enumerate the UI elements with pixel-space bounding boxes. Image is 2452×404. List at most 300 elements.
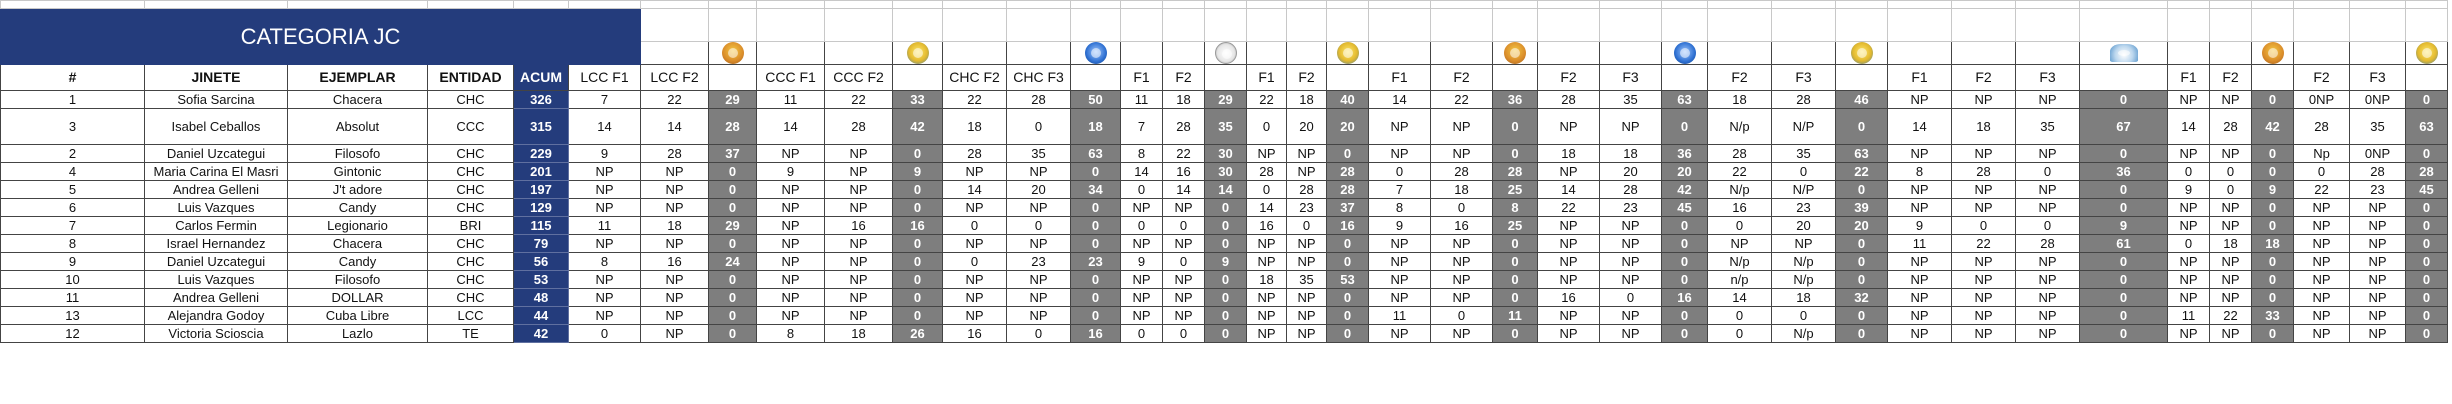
logo-cell [1708,42,1772,65]
logo-cell [1952,42,2016,65]
score-cell: NP [2350,253,2406,271]
subtotal-cell: 0 [2080,271,2168,289]
blank-cell [1708,1,1772,9]
score-cell: 0 [1952,217,2016,235]
subtotal-cell: 0 [893,253,943,271]
blank-cell [2016,1,2080,9]
subtotal-cell: 33 [893,91,943,109]
score-cell: 22 [2210,307,2252,325]
blank-cell [1600,9,1662,42]
total-cell: 201 [514,163,569,181]
score-cell: NP [1888,145,1952,163]
logo-cell [1772,42,1836,65]
score-cell: 0 [2210,181,2252,199]
subtotal-cell: 0 [893,271,943,289]
score-cell: NP [757,217,825,235]
score-cell: NP [2016,325,2080,343]
score-cell: NP [1431,325,1493,343]
score-cell: NP [2168,145,2210,163]
subtotal-cell: 0 [1071,289,1121,307]
subtotal-cell: 16 [1662,289,1708,307]
subtotal-cell: 0 [2406,325,2448,343]
score-cell: NP [1247,325,1287,343]
score-cell: 14 [641,109,709,145]
total-cell: 326 [514,91,569,109]
subtotal-cell: 0 [2252,289,2294,307]
horse-cell: J't adore [288,181,428,199]
score-cell: NP [1287,325,1327,343]
score-cell: NP [943,271,1007,289]
score-cell: NP [757,253,825,271]
subtotal-cell: 45 [2406,181,2448,199]
horse-cell: Filosofo [288,145,428,163]
column-header: F2 [1431,65,1493,91]
column-header: F1 [1369,65,1431,91]
entity-cell: CCC [428,109,514,145]
score-cell: 16 [1538,289,1600,307]
blank-cell [1888,9,1952,42]
subtotal-cell: 25 [1493,217,1538,235]
logo-cell [943,42,1007,65]
logo-cell [709,42,757,65]
score-cell: 18 [1247,271,1287,289]
score-cell: NP [1600,217,1662,235]
top-strip-row [1,1,2448,9]
subtotal-cell: 50 [1071,91,1121,109]
logo-cell [1121,42,1163,65]
subtotal-cell: 0 [2080,181,2168,199]
score-cell: NP [1888,271,1952,289]
entity-cell: TE [428,325,514,343]
subtotal-cell: 0 [1205,325,1247,343]
subtotal-cell: 0 [2406,217,2448,235]
score-cell: NP [1163,199,1205,217]
blank-cell [514,1,569,9]
logo-cell [2080,42,2168,65]
score-cell: 14 [943,181,1007,199]
score-cell: NP [1538,325,1600,343]
subtotal-cell: 0 [709,325,757,343]
score-cell: 18 [1708,91,1772,109]
score-cell: NP [1952,307,2016,325]
subtotal-cell: 0 [2406,235,2448,253]
score-cell: NP [943,307,1007,325]
blank-cell [1327,9,1369,42]
column-header: LCC F1 [569,65,641,91]
rider-cell: Israel Hernandez [145,235,288,253]
score-cell: 0NP [2350,145,2406,163]
subtotal-cell: 35 [1205,109,1247,145]
score-cell: NP [1538,271,1600,289]
score-cell: NP [1600,109,1662,145]
column-header [709,65,757,91]
blank-cell [1493,9,1538,42]
score-cell: NP [2294,199,2350,217]
score-cell: NP [2168,253,2210,271]
logo-cell [2406,42,2448,65]
blank-cell [943,1,1007,9]
logo-cell [893,42,943,65]
orange-crest-icon [1504,42,1526,64]
score-cell: 22 [1538,199,1600,217]
score-cell: 8 [1369,199,1431,217]
subtotal-cell: 0 [709,199,757,217]
blank-cell [1662,9,1708,42]
score-cell: NP [825,271,893,289]
score-cell: NP [1163,271,1205,289]
subtotal-cell: 39 [1836,199,1888,217]
score-cell: 14 [1121,163,1163,181]
subtotal-cell: 0 [893,199,943,217]
score-cell: NP [1163,307,1205,325]
blank-cell [2168,1,2210,9]
subtotal-cell: 0 [2406,271,2448,289]
score-cell: NP [1247,253,1287,271]
score-cell: NP [2350,199,2406,217]
column-header: F2 [1163,65,1205,91]
blank-cell [2080,1,2168,9]
score-cell: NP [2168,325,2210,343]
logo-cell [1287,42,1327,65]
table-row [1,163,2448,181]
category-title: CATEGORIA JC [1,9,641,65]
score-cell: NP [641,289,709,307]
score-cell: NP [1121,307,1163,325]
score-cell: 0 [1287,217,1327,235]
subtotal-cell: 20 [1662,163,1708,181]
score-cell: NP [1888,253,1952,271]
score-cell: 22 [825,91,893,109]
score-cell: 7 [569,91,641,109]
score-cell: NP [2294,325,2350,343]
subtotal-cell: 0 [1205,217,1247,235]
score-cell: 18 [1538,145,1600,163]
subtotal-cell: 0 [1836,307,1888,325]
score-cell: NP [2016,199,2080,217]
blue-crest-icon [1085,42,1107,64]
total-cell: 79 [514,235,569,253]
horse-cell: Lazlo [288,325,428,343]
blank-cell [1247,1,1287,9]
score-cell: 0 [1163,325,1205,343]
score-cell: NP [2168,271,2210,289]
logo-cell [641,42,709,65]
rider-cell: Victoria Scioscia [145,325,288,343]
score-cell: 8 [1121,145,1163,163]
score-cell: NP [1007,271,1071,289]
score-cell: NP [1121,235,1163,253]
blank-cell [1836,1,1888,9]
score-cell: 16 [1431,217,1493,235]
score-cell: 14 [1247,199,1287,217]
score-cell: NP [943,235,1007,253]
score-cell: Np [2294,145,2350,163]
subtotal-cell: 0 [2252,163,2294,181]
subtotal-cell: 0 [1327,235,1369,253]
column-header: LCC F2 [641,65,709,91]
entity-cell: CHC [428,235,514,253]
score-cell: NP [1007,199,1071,217]
blank-cell [709,9,757,42]
subtotal-cell: 29 [709,91,757,109]
score-cell: NP [1952,253,2016,271]
score-cell: 0 [1708,217,1772,235]
score-cell: NP [1007,289,1071,307]
rider-cell: Alejandra Godoy [145,307,288,325]
score-cell: NP [2168,199,2210,217]
blank-cell [1708,9,1772,42]
logo-cell [1007,42,1071,65]
score-cell: NP [1538,109,1600,145]
score-cell: NP [1538,163,1600,181]
score-cell: N/p [1708,253,1772,271]
score-cell: NP [2210,253,2252,271]
score-cell: 16 [1247,217,1287,235]
score-cell: 22 [1247,91,1287,109]
score-cell: NP [641,199,709,217]
score-cell: 0 [1708,307,1772,325]
logo-cell [1431,42,1493,65]
score-cell: NP [2350,289,2406,307]
blank-cell [1205,1,1247,9]
subtotal-cell: 0 [1662,307,1708,325]
subtotal-cell: 0 [1327,325,1369,343]
score-cell: NP [1952,181,2016,199]
score-cell: 22 [1163,145,1205,163]
score-cell: 22 [943,91,1007,109]
score-cell: NP [1369,145,1431,163]
horse-cell: Gintonic [288,163,428,181]
title-row [1,9,2448,42]
score-cell: 18 [825,325,893,343]
subtotal-cell: 36 [2080,163,2168,181]
score-cell: 11 [1121,91,1163,109]
score-cell: 16 [943,325,1007,343]
subtotal-cell: 0 [2080,91,2168,109]
horse-cell: DOLLAR [288,289,428,307]
score-cell: 22 [641,91,709,109]
blank-cell [288,1,428,9]
score-cell: 0 [2016,217,2080,235]
score-cell: 28 [1163,109,1205,145]
score-cell: NP [2210,217,2252,235]
score-cell: 0 [943,217,1007,235]
score-cell: 0 [1121,181,1163,199]
column-header: F3 [1600,65,1662,91]
score-cell: NP [2294,217,2350,235]
score-cell: NP [1538,253,1600,271]
score-cell: NP [1431,253,1493,271]
blank-cell [1431,1,1493,9]
score-cell: 14 [569,109,641,145]
subtotal-cell: 0 [1836,235,1888,253]
yellow-crest-icon [907,42,929,64]
subtotal-cell: 0 [1662,235,1708,253]
score-cell: 23 [1772,199,1836,217]
blank-cell [1007,1,1071,9]
score-cell: 18 [1772,289,1836,307]
blank-cell [2406,1,2448,9]
blank-cell [825,9,893,42]
blank-cell [145,1,288,9]
table-row [1,91,2448,109]
rank-cell: 7 [1,217,145,235]
score-cell: NP [641,271,709,289]
logo-cell [2252,42,2294,65]
score-cell: NP [641,325,709,343]
subtotal-cell: 0 [1493,253,1538,271]
score-cell: 9 [2168,181,2210,199]
score-cell: 23 [1007,253,1071,271]
score-cell: NP [1369,271,1431,289]
blank-cell [893,9,943,42]
blank-cell [1369,1,1431,9]
score-cell: NP [757,199,825,217]
subtotal-cell: 0 [1205,289,1247,307]
total-cell: 115 [514,217,569,235]
total-cell: 53 [514,271,569,289]
score-cell: NP [1888,325,1952,343]
subtotal-cell: 0 [893,289,943,307]
score-cell: 0 [1247,181,1287,199]
score-cell: NP [1952,145,2016,163]
score-cell: 18 [943,109,1007,145]
column-header [1493,65,1538,91]
blank-cell [1071,9,1121,42]
subtotal-cell: 29 [1205,91,1247,109]
score-cell: NP [2210,91,2252,109]
subtotal-cell: 0 [2252,271,2294,289]
column-header: F3 [2016,65,2080,91]
rider-cell: Sofia Sarcina [145,91,288,109]
blank-cell [2294,9,2350,42]
score-cell: 14 [2168,109,2210,145]
score-cell: 28 [1007,91,1071,109]
subtotal-cell: 0 [893,235,943,253]
score-cell: NP [825,235,893,253]
score-cell: NP [2294,253,2350,271]
blank-cell [1538,9,1600,42]
score-cell: NP [825,145,893,163]
entity-cell: CHC [428,91,514,109]
logo-cell [2350,42,2406,65]
total-cell: 129 [514,199,569,217]
blank-cell [641,9,709,42]
score-cell: NP [641,181,709,199]
subtotal-cell: 0 [1493,145,1538,163]
rider-cell: Daniel Uzcategui [145,253,288,271]
subtotal-cell: 16 [1327,217,1369,235]
score-cell: NP [825,307,893,325]
subtotal-cell: 0 [1205,199,1247,217]
subtotal-cell: 42 [2252,109,2294,145]
horse-cell: Chacera [288,91,428,109]
column-header: # [1,65,145,91]
blank-cell [2294,1,2350,9]
score-cell: 20 [1772,217,1836,235]
subtotal-cell: 0 [1836,253,1888,271]
table-row [1,199,2448,217]
score-cell: NP [825,253,893,271]
score-cell: 11 [569,217,641,235]
subtotal-cell: 8 [1493,199,1538,217]
score-cell: NP [2168,91,2210,109]
blank-cell [709,1,757,9]
blank-cell [1369,9,1431,42]
subtotal-cell: 29 [709,217,757,235]
score-cell: NP [1888,91,1952,109]
score-cell: NP [1431,289,1493,307]
logo-cell [757,42,825,65]
score-cell: N/p [1772,253,1836,271]
blank-cell [1600,1,1662,9]
subtotal-cell: 0 [1493,109,1538,145]
score-cell: 0 [1431,199,1493,217]
subtotal-cell: 0 [1071,163,1121,181]
score-cell: NP [1888,289,1952,307]
column-header: F2 [1952,65,2016,91]
score-cell: NP [1121,289,1163,307]
score-cell: 0 [1007,325,1071,343]
score-cell: 35 [2016,109,2080,145]
score-cell: 20 [1287,109,1327,145]
score-cell: 9 [757,163,825,181]
score-cell: 0 [2210,163,2252,181]
blank-cell [1888,1,1952,9]
subtotal-cell: 0 [1662,271,1708,289]
score-cell: NP [1369,235,1431,253]
score-cell: NP [1247,307,1287,325]
table-row [1,145,2448,163]
score-cell: NP [569,235,641,253]
score-cell: NP [2168,217,2210,235]
rider-cell: Luis Vazques [145,271,288,289]
blank-cell [893,1,943,9]
subtotal-cell: 16 [893,217,943,235]
score-cell: 16 [641,253,709,271]
entity-cell: CHC [428,271,514,289]
score-cell: 28 [2350,163,2406,181]
subtotal-cell: 11 [1493,307,1538,325]
score-cell: 28 [943,145,1007,163]
column-header: F3 [1772,65,1836,91]
score-cell: NP [2210,145,2252,163]
subtotal-cell: 0 [2252,217,2294,235]
score-cell: 18 [1287,91,1327,109]
score-cell: 28 [2016,235,2080,253]
score-cell: NP [825,181,893,199]
rider-cell: Isabel Ceballos [145,109,288,145]
blank-cell [1007,9,1071,42]
subtotal-cell: 0 [709,163,757,181]
subtotal-cell: 20 [1327,109,1369,145]
blank-cell [1952,1,2016,9]
subtotal-cell: 63 [1071,145,1121,163]
score-cell: NP [569,163,641,181]
score-cell: NP [757,235,825,253]
score-cell: NP [2350,217,2406,235]
blank-cell [1327,1,1369,9]
score-cell: NP [1247,145,1287,163]
blank-cell [569,1,641,9]
score-cell: N/p [1772,271,1836,289]
column-header [2080,65,2168,91]
blank-cell [825,1,893,9]
score-cell: 9 [1888,217,1952,235]
score-cell: 28 [2210,109,2252,145]
column-header: F1 [1121,65,1163,91]
column-header: F2 [1287,65,1327,91]
